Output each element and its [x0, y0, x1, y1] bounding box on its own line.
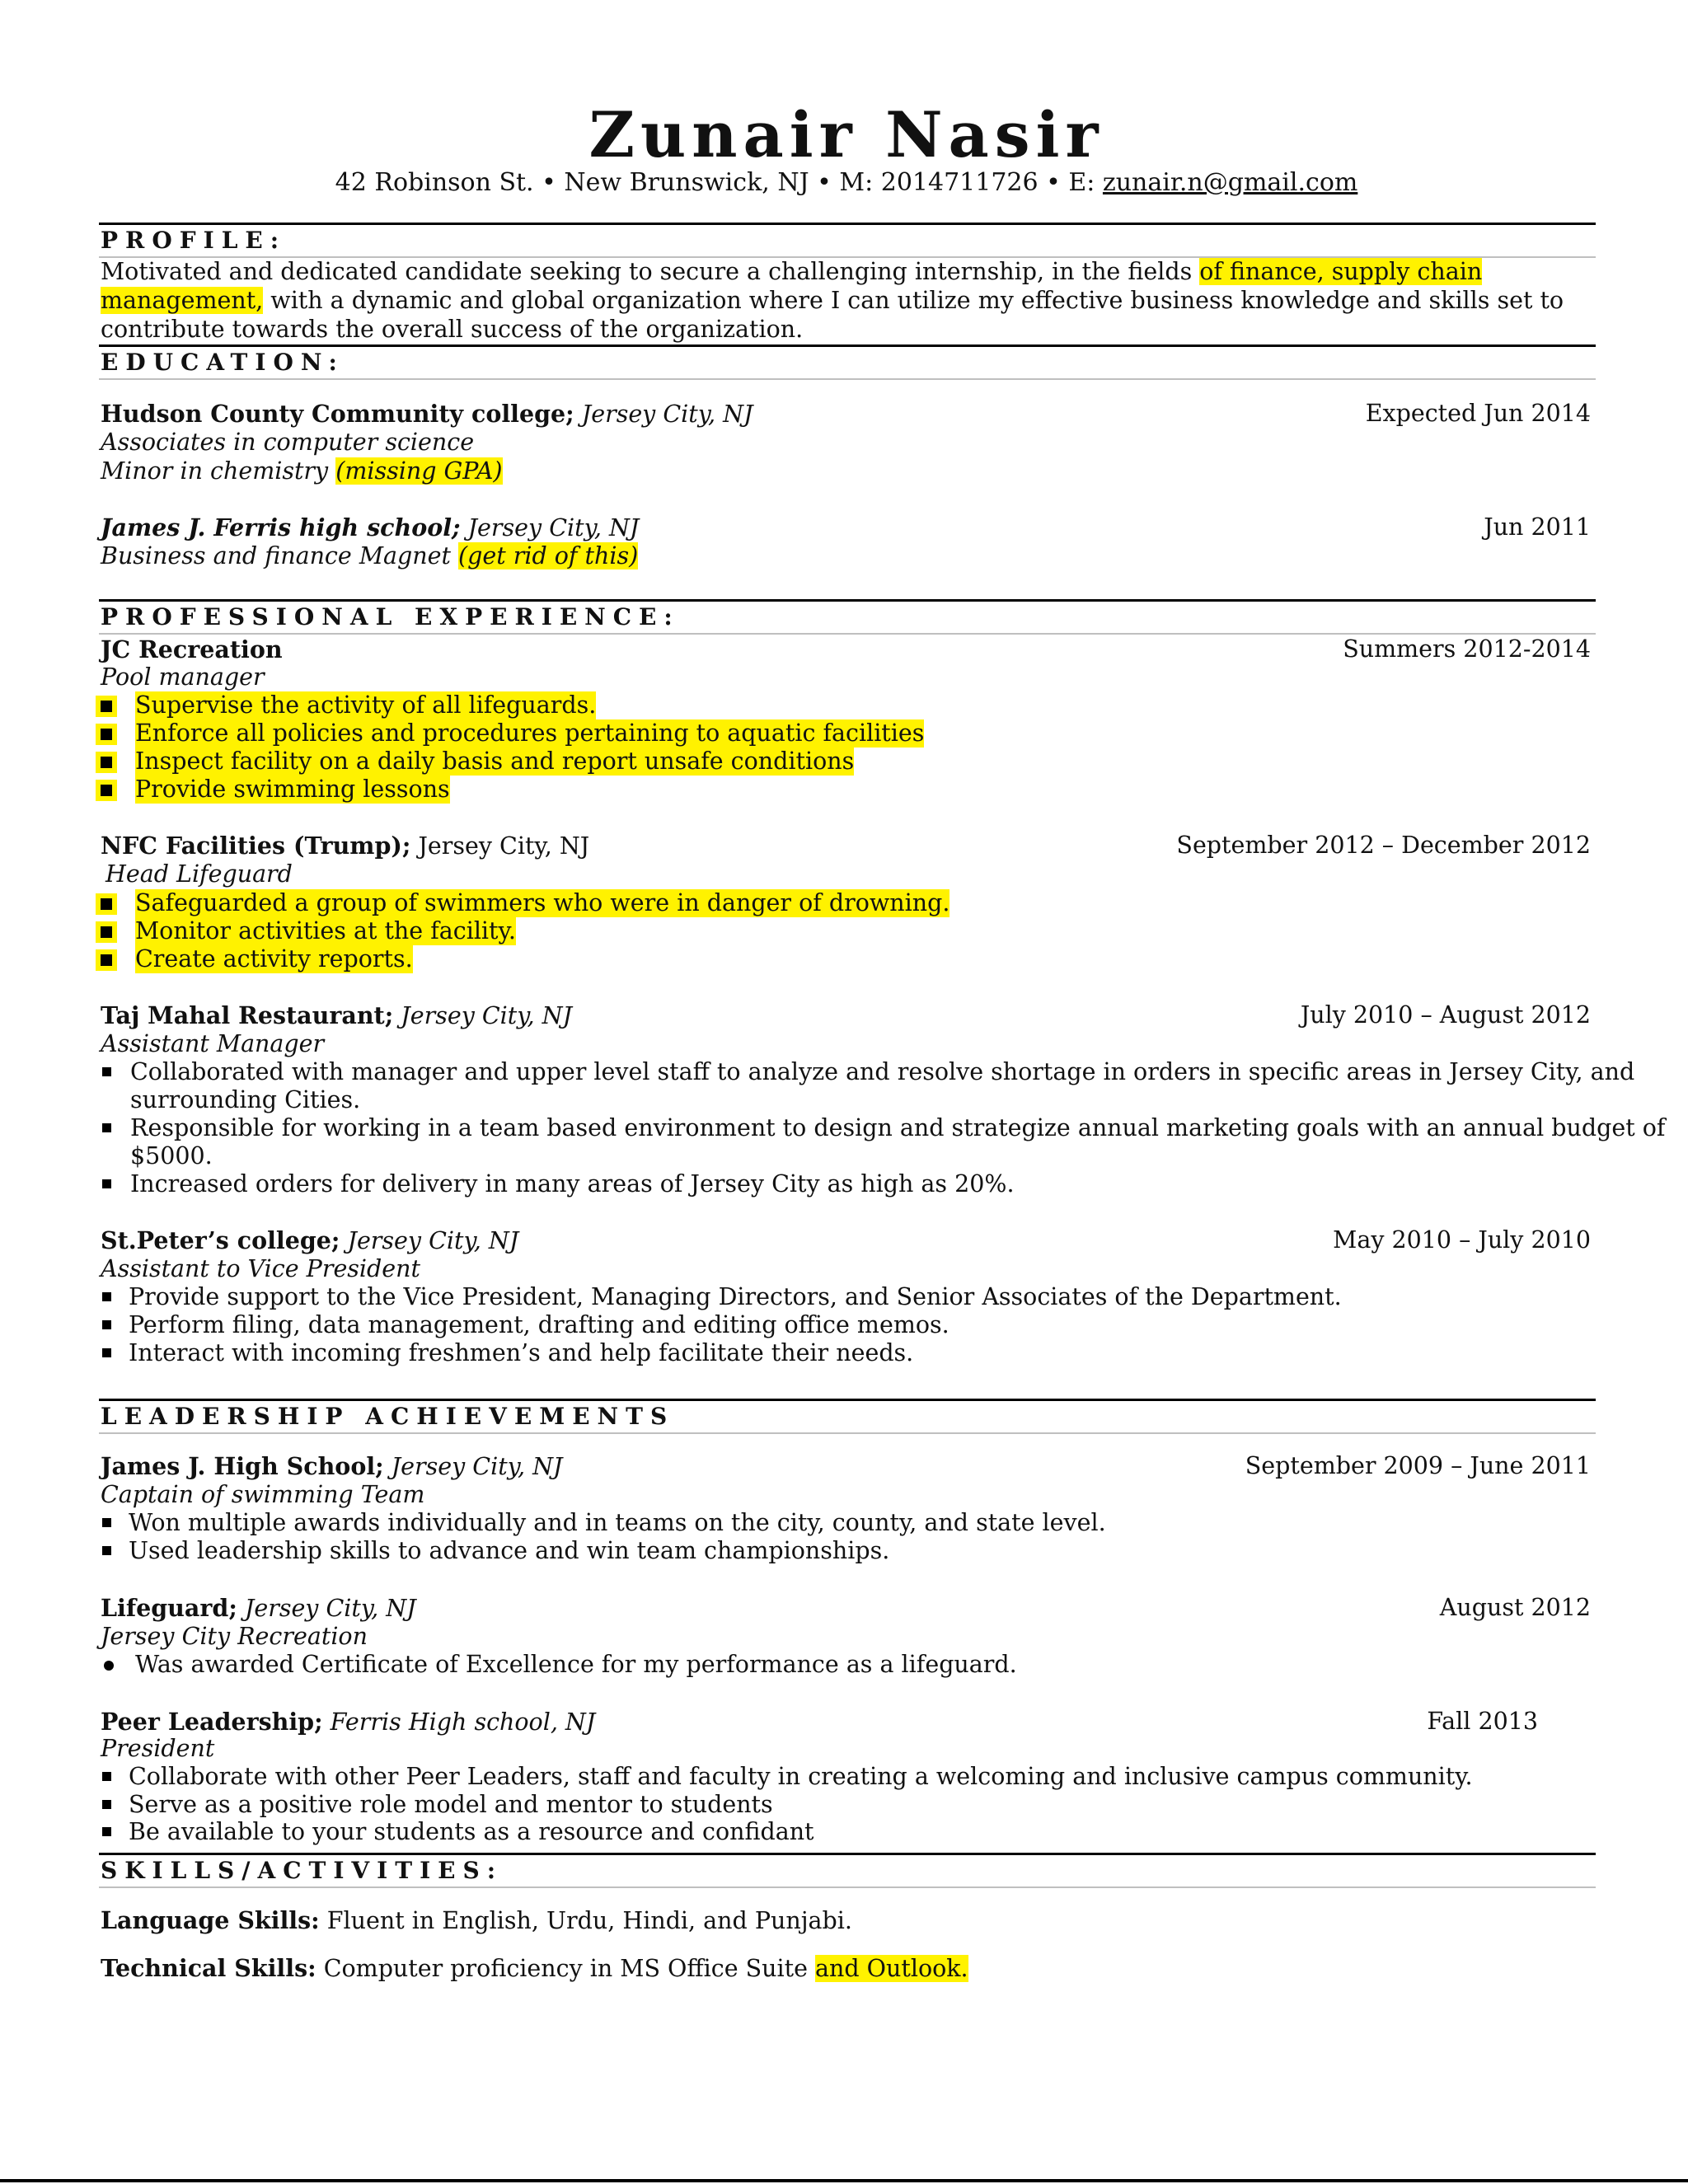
leadership-bullet: Won multiple awards individually and in teams on the city, county, and state level. [129, 1509, 1106, 1536]
bullet-icon [102, 1123, 111, 1132]
bullet-icon [101, 926, 112, 938]
employer-name: JC Recreation [101, 635, 283, 663]
minor-text: Minor in chemistry [101, 457, 336, 485]
employment-date: July 2010 – August 2012 [1300, 1001, 1591, 1029]
employment-date: Summers 2012-2014 [1343, 635, 1591, 663]
leadership-heading [101, 1594, 416, 1623]
employment-date: May 2010 – July 2010 [1333, 1226, 1591, 1254]
employer-heading [101, 1001, 572, 1030]
employer-heading [101, 832, 589, 860]
job-title: Assistant to Vice President [101, 1255, 420, 1282]
organization-name: James J. High School; [101, 1452, 384, 1480]
bullet-icon [101, 729, 112, 740]
bullet-icon [102, 1348, 111, 1357]
employer-location: Jersey City, NJ [340, 1227, 519, 1254]
program-text: Business and finance Magnet [101, 542, 458, 569]
leadership-role: Jersey City Recreation [101, 1623, 368, 1650]
bullet-icon [102, 1320, 111, 1329]
organization-name: Lifeguard; [101, 1594, 237, 1622]
profile-highlight: of finance, supply chain management, [101, 258, 1483, 314]
bullet-icon [101, 785, 112, 796]
section-header-leadership [99, 1399, 1596, 1434]
organization-location: Jersey City, NJ [383, 1453, 563, 1480]
employer-location: Jersey City, NJ [410, 832, 590, 860]
school-location: Jersey City, NJ [460, 514, 640, 541]
leadership-bullet: Used leadership skills to advance and win team championships. [129, 1537, 890, 1564]
employer-name: NFC Facilities (Trump); [101, 832, 411, 860]
language-skills [101, 1906, 852, 1935]
bullet-icon [101, 898, 112, 910]
review-note: (missing GPA) [335, 457, 503, 485]
organization-location: Ferris High school, NJ [322, 1708, 596, 1736]
leadership-date: September 2009 – June 2011 [1245, 1452, 1591, 1479]
bullet-icon [102, 1800, 111, 1809]
bullet-icon [102, 1518, 111, 1527]
section-title: LEADERSHIP ACHIEVEMENTS [101, 1403, 675, 1430]
bullet-icon [101, 954, 112, 966]
skill-value: Fluent in English, Urdu, Hindi, and Punjabi. [319, 1907, 852, 1934]
bullet-icon [101, 701, 112, 712]
job-title: Pool manager [101, 663, 265, 691]
job-title: Assistant Manager [101, 1030, 325, 1057]
section-header-profile [99, 223, 1596, 258]
skill-label: Language Skills: [101, 1906, 320, 1934]
employer-location: Jersey City, NJ [393, 1002, 573, 1029]
organization-name: Peer Leadership; [101, 1708, 323, 1736]
contact-details: 42 Robinson St. • New Brunswick, NJ • M: 2014711726 • E: [335, 168, 1103, 197]
skill-highlight: and Outlook. [815, 1955, 968, 1982]
program [101, 542, 638, 570]
employer-name: St.Peter’s college; [101, 1226, 340, 1254]
profile-summary [101, 257, 1594, 344]
candidate-name: Zunair Nasir [588, 98, 1104, 171]
employer-heading [101, 1226, 518, 1255]
education-date: Expected Jun 2014 [1365, 400, 1591, 427]
experience-bullet-continued: $5000. [130, 1142, 213, 1169]
bullet-icon [102, 1179, 111, 1188]
employer-name: Taj Mahal Restaurant; [101, 1001, 394, 1029]
section-title: EDUCATION: [101, 349, 345, 376]
experience-bullet: Provide support to the Vice President, Managing Directors, and Senior Associates of the Department. [129, 1283, 1342, 1310]
experience-bullet: Enforce all policies and procedures pertaining to aquatic facilities [135, 719, 925, 747]
bullet-icon [104, 1661, 114, 1671]
employment-date: September 2012 – December 2012 [1176, 832, 1591, 859]
experience-bullet: Perform filing, data management, drafting and editing office memos. [129, 1311, 950, 1338]
experience-bullet: Provide swimming lessons [135, 776, 450, 803]
school-location: Jersey City, NJ [574, 401, 753, 428]
bullet-icon [101, 757, 112, 768]
school-name: Hudson County Community college; [101, 400, 574, 428]
section-title: SKILLS/ACTIVITIES: [101, 1857, 504, 1884]
section-header-education [99, 344, 1596, 380]
experience-bullet: Interact with incoming freshmen’s and help facilitate their needs. [129, 1339, 914, 1366]
bullet-icon [102, 1546, 111, 1555]
experience-bullet: Responsible for working in a team based environment to design and strategize annual marketing goals with an annual budget of [130, 1114, 1666, 1141]
education-date: Jun 2011 [1484, 513, 1591, 541]
page-bottom-rule [0, 2179, 1688, 2182]
bullet-icon [102, 1772, 111, 1781]
leadership-heading [101, 1452, 562, 1481]
review-note: (get rid of this) [457, 542, 639, 569]
organization-location: Jersey City, NJ [237, 1595, 416, 1622]
experience-bullet: Create activity reports. [135, 945, 413, 972]
section-title: PROFESSIONAL EXPERIENCE: [101, 603, 680, 630]
leadership-bullet: Collaborate with other Peer Leaders, staff and faculty in creating a welcoming and inclusive campus community. [129, 1763, 1473, 1790]
experience-bullet: Supervise the activity of all lifeguards. [135, 691, 597, 719]
experience-bullet: Inspect facility on a daily basis and report unsafe conditions [135, 748, 855, 775]
experience-bullet-continued: surrounding Cities. [130, 1086, 361, 1113]
degree: Associates in computer science [101, 429, 475, 456]
bullet-icon [102, 1067, 111, 1076]
experience-bullet: Safeguarded a group of swimmers who were in danger of drowning. [135, 889, 950, 916]
section-header-skills [99, 1853, 1596, 1888]
leadership-bullet: Be available to your students as a resource and confidant [129, 1818, 814, 1845]
section-header-experience [99, 599, 1596, 635]
email-link[interactable]: zunair.n@gmail.com [1102, 168, 1358, 197]
experience-bullet: Monitor activities at the facility. [135, 917, 516, 944]
section-title: PROFILE: [101, 227, 287, 254]
profile-text: with a dynamic and global organization where I can utilize my effective business knowledge and skills set to contribute towards the overall success of the organization. [101, 287, 1564, 343]
bullet-icon [102, 1292, 111, 1301]
leadership-bullet: Serve as a positive role model and mentor to students [129, 1791, 773, 1818]
profile-text: Motivated and dedicated candidate seeking to secure a challenging internship, in the fields [101, 258, 1200, 285]
skill-label: Technical Skills: [101, 1954, 316, 1982]
leadership-role: Captain of swimming Team [101, 1481, 425, 1508]
minor [101, 457, 503, 485]
job-title: Head Lifeguard [106, 860, 293, 888]
experience-bullet: Increased orders for delivery in many areas of Jersey City as high as 20%. [130, 1170, 1015, 1197]
skill-value: Computer proficiency in MS Office Suite [316, 1955, 816, 1982]
contact-line [97, 165, 1596, 201]
leadership-bullet: Was awarded Certificate of Excellence for my performance as a lifeguard. [135, 1651, 1017, 1678]
experience-bullet: Collaborated with manager and upper level staff to analyze and resolve shortage in orders in specific areas in Jersey City, and [130, 1058, 1635, 1085]
school-name: James J. Ferris high school; [101, 513, 461, 541]
leadership-date: Fall 2013 [1427, 1708, 1538, 1735]
bullet-icon [102, 1827, 111, 1836]
technical-skills [101, 1954, 968, 1983]
education-entry-heading [101, 513, 639, 542]
leadership-heading [101, 1708, 595, 1736]
leadership-date: August 2012 [1439, 1594, 1591, 1621]
leadership-role: President [101, 1735, 215, 1762]
education-entry-heading [101, 400, 753, 429]
